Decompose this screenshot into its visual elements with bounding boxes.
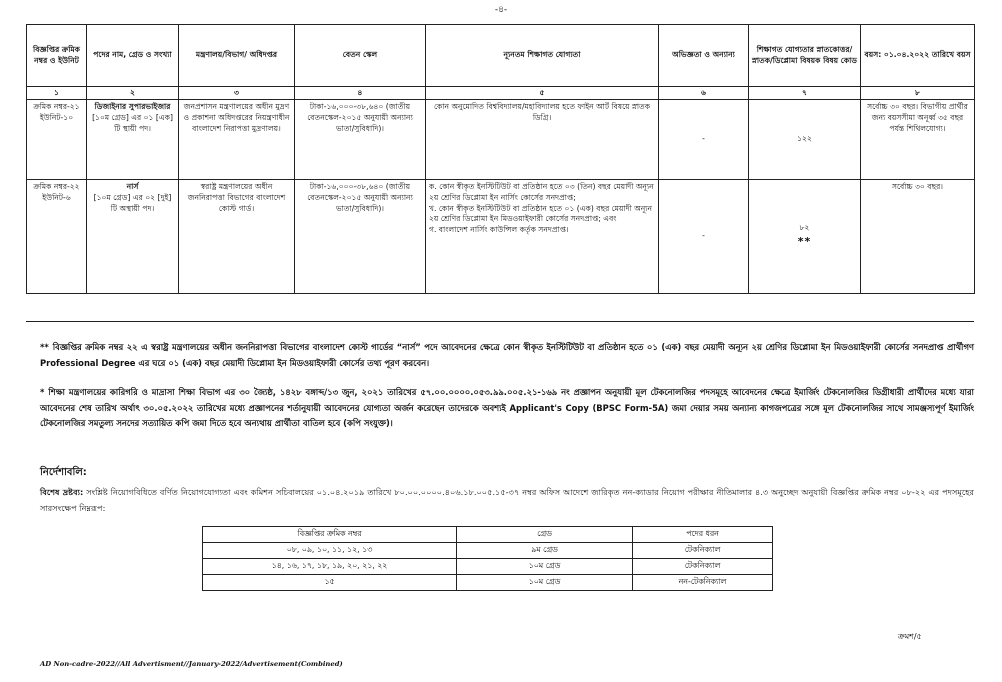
summary-table	[202, 526, 773, 591]
column-number: ৬	[659, 87, 749, 100]
note-text: শিক্ষা মন্ত্রণালয়ের কারিগরি ও মাদ্রাসা শিক্ষা বিভাগ এর ৩০ জ্যৈষ্ঠ, ১৪২৮ বঙ্গাব্দ/১৩ জুন, ২০২১ তারিখের ৫৭.০০.০০০০.০৫৩.৯৯.০০৫.২১-১৬৯ নং প্রজ্ঞাপন অনুযায়ী মূল টেকনোলজির পদসমূহে আবেদনের ক্ষেত্রে ইমার্জিং টেকনোলজির ডিগ্রীধারী প্রার্থীদের মধ্যে যারা আবেদনের শেষ তারিখ অর্থাৎ ৩০.০৫.২০২২ তারিখের মধ্যে প্রজ্ঞাপনের শর্তানুযায়ী আবেদনের যোগ্যতা অর্জন করেছেন তাদেরকে অবশ্যই Applicant's Copy (BPSC Form-5A) জমা দেয়ার সময় অন্যান্য কাগজপত্রের সঙ্গে মূল টেকনোলজির সাথে সামঞ্জস্যপূর্ণ ইমার্জিং টেকনোলজির সমতুল্য সনদের সত্যায়িত কপি জমা দিতে হবে অন্যথায় প্রার্থীতা বাতিল হবে (কপি সংযুক্ত)।	[40, 387, 974, 429]
section-divider	[26, 321, 974, 322]
column-number: ৭	[749, 87, 861, 100]
column-number: ৫	[426, 87, 659, 100]
header-subject-code: শিক্ষাগত যোগ্যতার স্নাতকোত্তর/স্নাতক/ডিপ্লোমা বিষয়ক বিষয় কোড	[749, 25, 861, 87]
header-post-name: পদের নাম, গ্রেড ও সংখ্যা	[87, 25, 179, 87]
summary-serials: ০৮, ০৯, ১০, ১১, ১২, ১৩	[203, 543, 457, 559]
header-qualification: ন্যূনতম শিক্ষাগত যোগ্যতা	[426, 25, 659, 87]
summary-header-grade: গ্রেড	[457, 527, 633, 543]
ministry-cell: স্বরাষ্ট্র মন্ত্রণালয়ের অধীন জননিরাপত্তা বিভাগের বাংলাদেশ কোস্ট গার্ড।	[179, 180, 295, 294]
qualification-line: ক. কোন স্বীকৃত ইনস্টিটিউট বা প্রতিষ্ঠান হতে ০৩ (তিন) বছর মেয়াদী অন্যূন ২য় শ্রেণির ডিপ্লোমা ইন নার্সিং কোর্সের সনদপ্রাপ্ত;	[429, 182, 654, 202]
table-row	[203, 575, 773, 591]
summary-grade: ৯ম গ্রেড	[457, 543, 633, 559]
summary-serials: ১৪, ১৬, ১৭, ১৮, ১৯, ২০, ২১, ২২	[203, 559, 457, 575]
note-text: বিজ্ঞপ্তির ক্রমিক নম্বর ২২ এ স্বরাষ্ট্র মন্ত্রণালয়ের অধীন জননিরাপত্তা বিভাগের বাংলাদেশ কোস্ট গার্ডের “নার্স” পদে আবেদনের ক্ষেত্রে কোন স্বীকৃত ইনস্টিটিউট বা প্রতিষ্ঠান হতে ০১ (এক) বছর মেয়াদী অন্যূন ২য় শ্রেণির ডিপ্লোমা ইন মিডওয়াইফারী কোর্সের সনদপ্রাপ্ত প্রার্থীগণ Professional Degree এর ঘরে ০১ (এক) বছর মেয়াদী ডিপ্লোমা ইন মিডওয়াইফারী কোর্সের তথ্য পূরণ করবেন।	[40, 342, 974, 368]
special-note-text: সংশ্লিষ্ট নিয়োগবিধিতে বর্ণিত নিয়োগযোগ্যতা এবং কমিশন সচিবালয়ের ০১.০৪.২০১৯ তারিখে ৮০.০০.০০০০.৪০৬.১৮.০০৫.১৫-৩৭ নম্বর অফিস আদেশে জারিকৃত নন-ক্যাডার নিয়োগ পরীক্ষার নীতিমালার ৪.৩ অনুচ্ছেদ অনুযায়ী বিজ্ঞপ্তির ক্রমিক নম্বর ০৮-২২ এর পদসমূহের সারসংক্ষেপ নিম্নরূপ:	[40, 487, 974, 513]
note-marker: **	[40, 342, 49, 352]
column-number: ৪	[295, 87, 426, 100]
column-number: ২	[87, 87, 179, 100]
posts-table-header-row	[27, 25, 975, 87]
qualification-line: গ. বাংলাদেশ নার্সিং কাউন্সিল কর্তৃক সনদপ্রাপ্ত।	[429, 225, 569, 235]
instructions-heading: নির্দেশাবলি:	[40, 467, 87, 478]
double-star-note	[40, 340, 974, 371]
summary-grade: ১০ম গ্রেড	[457, 559, 633, 575]
qualification-cell	[426, 180, 659, 294]
footer-reference: AD Non-cadre-2022//All Advertisment//January-2022/Advertisement(Combined)	[40, 660, 343, 668]
special-note	[40, 485, 974, 516]
header-pay-scale: বেতন স্কেল	[295, 25, 426, 87]
age-cell: সর্বোচ্চ ৩০ বছর। বিভাগীয় প্রার্থীর জন্য বয়সসীমা অনূর্ধ্ব ৩৫ বছর পর্যন্ত শিথিলযোগ্য।	[861, 100, 975, 180]
post-cell	[87, 100, 179, 180]
summary-type: নন-টেকনিক্যাল	[633, 575, 773, 591]
subject-code-cell	[749, 100, 861, 180]
pay-scale-cell: টাকা-১৬,০০০-৩৮,৬৪০ (জাতীয় বেতনস্কেল-২০১৫ অনুযায়ী অন্যান্য ভাতা/সুবিধাদি)।	[295, 180, 426, 294]
column-number-row	[27, 87, 975, 100]
ministry-cell: জনপ্রশাসন মন্ত্রণালয়ের অধীন মুদ্রণ ও প্রকাশনা অধিদপ্তরের নিয়ন্ত্রণাধীন বাংলাদেশ নিরাপত্তা মুদ্রণালয়।	[179, 100, 295, 180]
posts-table	[26, 24, 975, 294]
summary-header-type: পদের ধরন	[633, 527, 773, 543]
column-number: ৩	[179, 87, 295, 100]
table-row	[203, 559, 773, 575]
qualification-cell: কোন অনুমোদিত বিশ্ববিদ্যালয়/মহাবিদ্যালয় হতে ফাইন আর্ট বিষয়ে স্নাতক ডিগ্রি।	[426, 100, 659, 180]
subject-code: ১২২	[797, 134, 812, 144]
header-age: বয়স: ০১.০৪.২০২২ তারিখে বয়স	[861, 25, 975, 87]
note-marker: *	[40, 387, 45, 397]
summary-type: টেকনিক্যাল	[633, 543, 773, 559]
column-number: ১	[27, 87, 87, 100]
post-name: ডিজাইনার সুপারভাইজার	[94, 102, 171, 111]
pay-scale-cell: টাকা-১৬,০০০-৩৮,৬৪০ (জাতীয় বেতনস্কেল-২০১৫ অনুযায়ী অন্যান্য ভাতা/সুবিধাদি)।	[295, 100, 426, 180]
summary-grade: ১০ম গ্রেড	[457, 575, 633, 591]
age-cell: সর্বোচ্চ ৩০ বছর।	[861, 180, 975, 294]
column-number: ৮	[861, 87, 975, 100]
summary-header-serial: বিজ্ঞপ্তির ক্রমিক নম্বর	[203, 527, 457, 543]
qualification-line: খ. কোন স্বীকৃত ইনস্টিটিউট বা প্রতিষ্ঠান হতে ০১ (এক) বছর মেয়াদী অন্যূন ২য় শ্রেণির ডিপ্লোমা ইন মিডওয়াইফারী কোর্সের সনদপ্রাপ্ত; এবং	[429, 203, 653, 224]
experience-cell: -	[659, 100, 749, 180]
header-experience: অভিজ্ঞতা ও অন্যান্য	[659, 25, 749, 87]
subject-code-mark: **	[797, 235, 812, 249]
subject-code-cell	[749, 180, 861, 294]
post-detail: [১০ম গ্রেড] এর ০২ [দুই] টি অস্থায়ী পদ।	[93, 192, 172, 213]
post-detail: [১০ম গ্রেড] এর ০১ [এক] টি স্থায়ী পদ।	[92, 112, 173, 133]
table-row	[203, 543, 773, 559]
subject-code: ৮২	[799, 223, 810, 233]
table-row	[27, 100, 975, 180]
serial-cell: ক্রমিক নম্বর-২১ ইউনিট-১০	[27, 100, 87, 180]
header-serial-unit: বিজ্ঞপ্তির ক্রমিক নম্বর ও ইউনিট	[27, 25, 87, 87]
summary-serials: ১৫	[203, 575, 457, 591]
continuation-marker: ক্রমশ/৫	[898, 632, 922, 641]
experience-cell: -	[659, 180, 749, 294]
single-star-note	[40, 385, 974, 432]
special-note-label: বিশেষ দ্রষ্টব্য:	[40, 487, 84, 497]
header-ministry: মন্ত্রণালয়/বিভাগ/ অধিদপ্তর	[179, 25, 295, 87]
summary-type: টেকনিক্যাল	[633, 559, 773, 575]
serial-cell: ক্রমিক নম্বর-২২ ইউনিট-৬	[27, 180, 87, 294]
summary-header-row	[203, 527, 773, 543]
page-number: -৪-	[494, 5, 508, 15]
post-name: নার্স	[126, 182, 139, 191]
table-row	[27, 180, 975, 294]
post-cell	[87, 180, 179, 294]
